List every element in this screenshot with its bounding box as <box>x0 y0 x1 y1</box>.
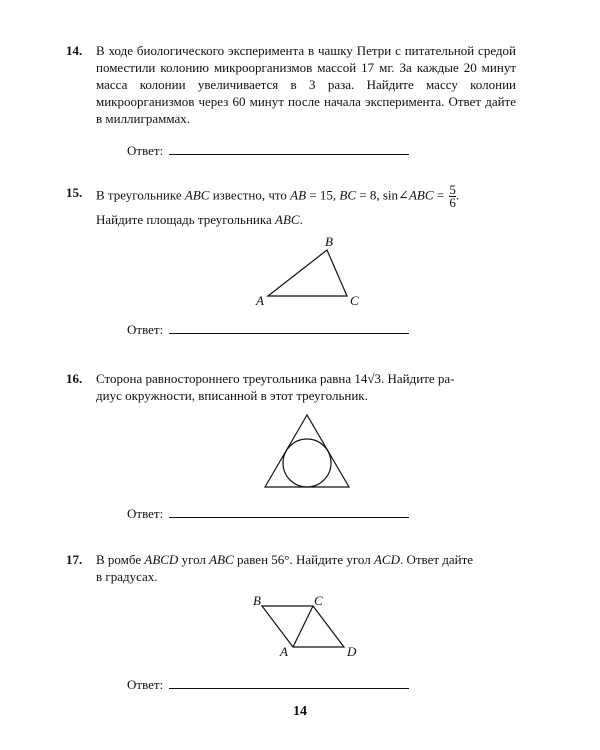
math-var: ABC <box>209 552 234 567</box>
math-var: ABC <box>408 187 434 203</box>
problem-text-line-2: диус окружности, вписанной в этот треугольник. <box>96 388 368 403</box>
answer-label: Ответ: <box>127 143 164 158</box>
vertex-label-a: A <box>256 293 264 308</box>
text-segment: Найдите площадь треугольника <box>96 212 275 227</box>
vertex-label-b: B <box>325 234 333 249</box>
text-segment: В треугольнике <box>96 187 185 203</box>
vertex-label-c: C <box>314 593 323 608</box>
text-segment: . <box>455 187 460 203</box>
answer-label: Ответ: <box>127 677 164 692</box>
answer-label: Ответ: <box>127 506 164 521</box>
text-segment: = 15, <box>306 187 340 203</box>
answer-label: Ответ: <box>127 322 164 337</box>
page-number: 14 <box>293 704 307 719</box>
text-segment: известно, что <box>209 187 291 203</box>
text-segment: . <box>299 212 303 227</box>
text-segment: угол <box>178 552 210 567</box>
text-segment: = <box>433 187 448 203</box>
text-segment: В ромбе <box>96 552 145 567</box>
answer-row-17 <box>127 676 409 693</box>
diagonal-ac <box>293 606 313 647</box>
math-var: ABC <box>275 212 300 227</box>
math-var: ABC <box>184 187 210 203</box>
vertex-label-c: C <box>350 293 359 308</box>
fraction-numerator: 5 <box>449 182 456 197</box>
problem-text-line-1: Сторона равностороннего треугольника равна 14√3. Найдите ра- <box>96 371 455 386</box>
vertex-label-b: B <box>253 593 261 608</box>
fraction-denominator: 6 <box>449 195 456 210</box>
answer-line[interactable] <box>169 676 409 689</box>
math-var: ACD <box>373 552 400 567</box>
text-segment: = 8, sin∠ <box>356 187 409 203</box>
vertex-label-a: A <box>280 644 288 659</box>
problem-text: В ходе биологического эксперимента в чашку Петри с питательной средой поместили колонию микроорганизмов массой 17 мг. За каждые 20 минут масса колонии увеличивается в 3 раза. Найдите массу колонии микроорганизмов через 60 минут после начала эксперимента. Ответ дайте в миллиграммах. <box>96 43 516 126</box>
vertex-label-d: D <box>347 644 357 659</box>
text-segment: . Ответ дайте <box>399 552 474 567</box>
problem-number: 16. <box>66 371 83 386</box>
problem-number: 14. <box>66 43 83 58</box>
problem-number: 17. <box>66 552 83 567</box>
text-segment: равен 56°. Найдите угол <box>233 552 374 567</box>
math-var: ABCD <box>144 552 179 567</box>
math-var: AB <box>290 187 307 203</box>
math-var: BC <box>339 187 357 203</box>
problem-number: 15. <box>66 185 83 200</box>
problem-text-line-2: в градусах. <box>96 569 158 584</box>
